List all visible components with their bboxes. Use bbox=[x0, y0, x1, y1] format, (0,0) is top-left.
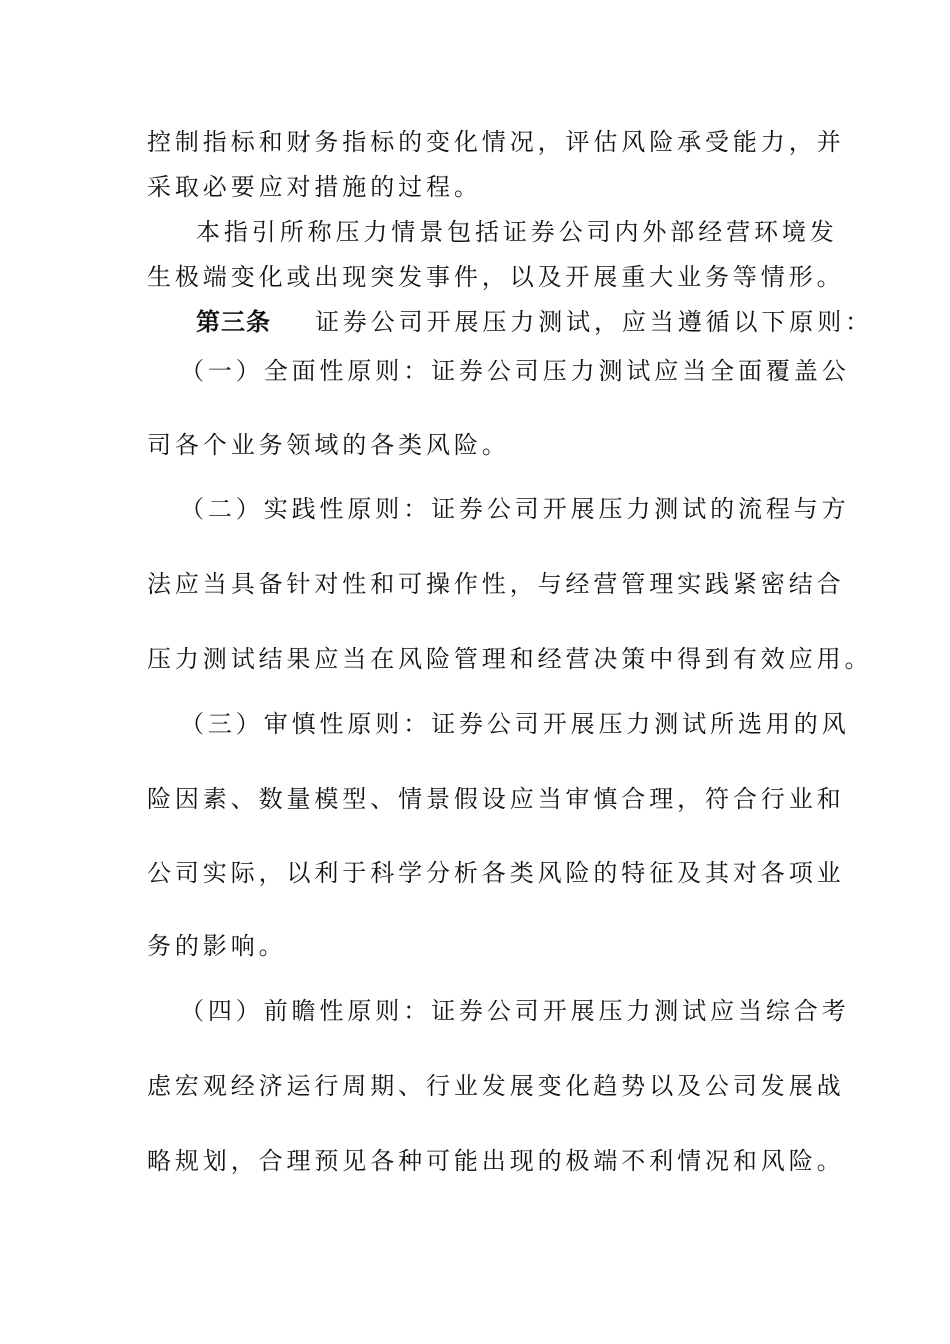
paragraph-line: 控制指标和财务指标的变化情况，评估风险承受能力，并 bbox=[147, 128, 845, 156]
principle-line: 虑宏观经济运行周期、行业发展变化趋势以及公司发展战 bbox=[147, 1072, 845, 1100]
paragraph-line: 本指引所称压力情景包括证券公司内外部经营环境发 bbox=[196, 218, 838, 246]
principle-line: （一）全面性原则：证券公司压力测试应当全面覆盖公 bbox=[180, 357, 850, 385]
principle-line: 略规划，合理预见各种可能出现的极端不利情况和风险。 bbox=[147, 1147, 845, 1175]
paragraph-line: 采取必要应对措施的过程。 bbox=[147, 173, 482, 201]
principle-line: （四）前瞻性原则：证券公司开展压力测试应当综合考 bbox=[180, 997, 850, 1025]
principle-line: 务的影响。 bbox=[147, 932, 287, 960]
principle-line: 司各个业务领域的各类风险。 bbox=[147, 431, 510, 459]
principle-line: 压力测试结果应当在风险管理和经营决策中得到有效应用。 bbox=[147, 645, 873, 673]
principle-line: （三）审慎性原则：证券公司开展压力测试所选用的风 bbox=[180, 710, 850, 738]
principle-line: 险因素、数量模型、情景假设应当审慎合理，符合行业和 bbox=[147, 785, 845, 813]
principle-line: （二）实践性原则：证券公司开展压力测试的流程与方 bbox=[180, 495, 850, 523]
article-line bbox=[196, 307, 873, 337]
article-text: 证券公司开展压力测试，应当遵循以下原则： bbox=[315, 308, 873, 336]
principle-line: 法应当具备针对性和可操作性，与经营管理实践紧密结合 bbox=[147, 570, 845, 598]
principle-line: 公司实际，以利于科学分析各类风险的特征及其对各项业 bbox=[147, 859, 845, 887]
article-heading: 第三条 bbox=[196, 307, 271, 336]
paragraph-line: 生极端变化或出现突发事件，以及开展重大业务等情形。 bbox=[147, 263, 845, 291]
